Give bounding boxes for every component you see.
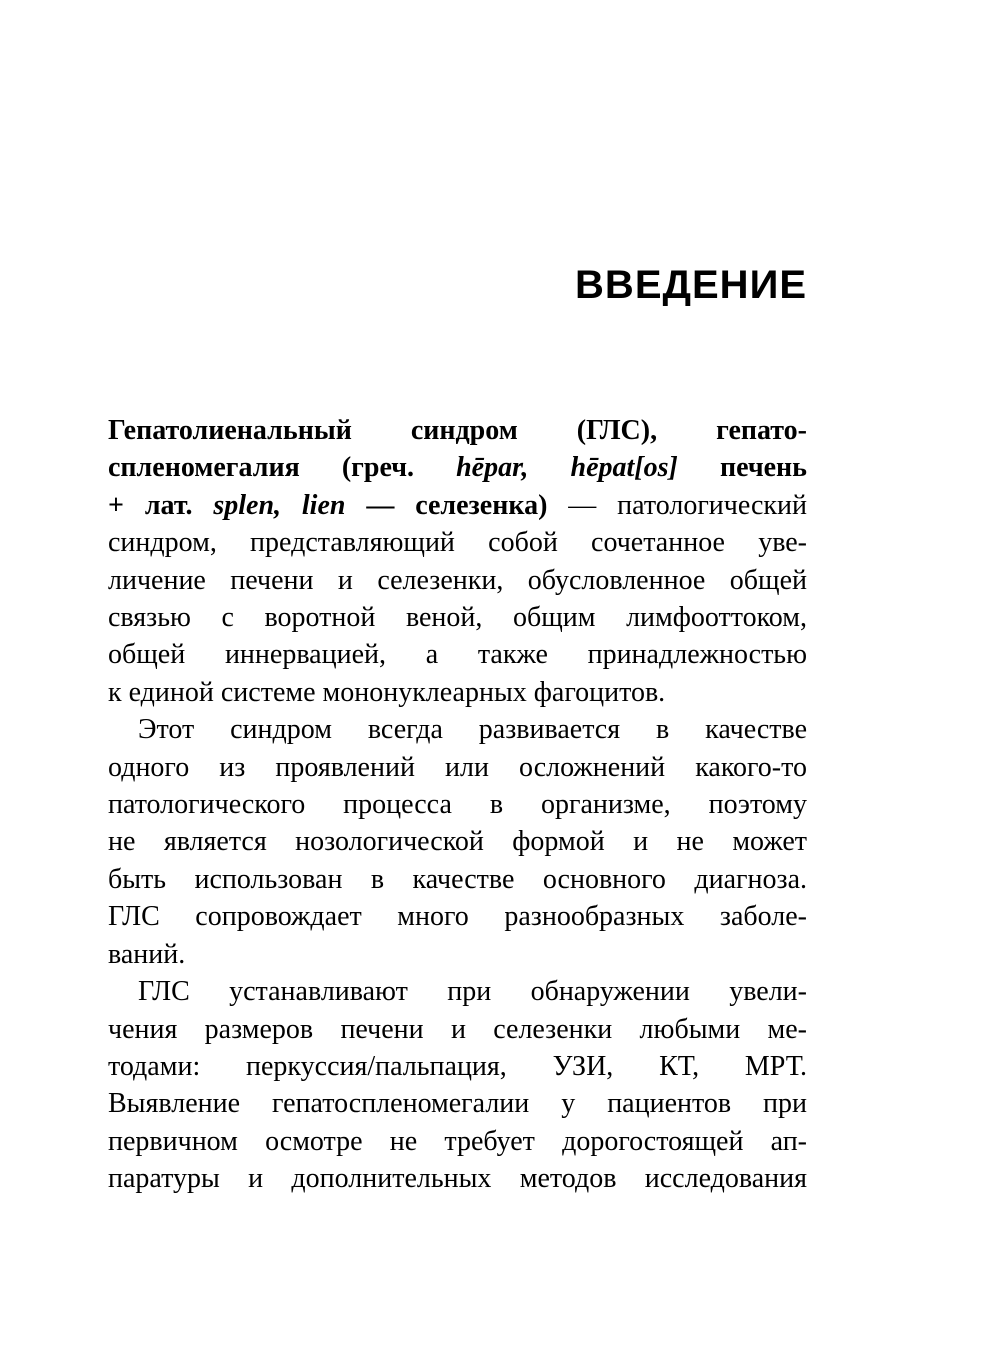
text-segment: к единой системе мононуклеарных фагоцитов. [108,676,666,708]
text-line [108,524,807,561]
text-segment: не является нозологической формой и не может [108,826,807,858]
text-segment: — патологический [547,489,807,521]
paragraph [108,711,807,973]
text-line [108,711,807,748]
text-line [108,674,807,711]
text-line [108,861,807,898]
paragraph [108,412,807,711]
text-segment: паратуры и дополнительных методов исследования [108,1163,807,1195]
text-segment: ваний. [108,938,186,970]
text-segment: Гепатолиенальный синдром (ГЛС), гепато- [108,415,807,446]
text-segment: Выявление гепатоспленомегалии у пациентов при [108,1088,807,1120]
text-segment: ГЛС сопровождает много разнообразных заболе- [108,901,807,933]
text-segment: + лат. [108,489,214,521]
text-segment: одного из проявлений или осложнений какого-то [108,751,807,783]
chapter-title: ВВЕДЕНИЕ [575,263,807,307]
text-segment: патологического процесса в организме, поэтому [108,789,807,821]
text-segment: первичном осмотре не требует дорогостоящей ап- [108,1125,807,1157]
text-segment: печень [677,452,807,484]
text-line [108,412,807,449]
text-line [108,487,807,524]
text-line [108,749,807,786]
text-segment: тодами: перкуссия/пальпация, УЗИ, КТ, МРТ. [108,1050,807,1082]
text-segment: hēpar, hēpat[os] [456,452,678,484]
text-segment: спленомегалия (греч. [108,452,457,484]
text-line [108,823,807,860]
text-line [108,1160,807,1197]
text-segment: — селезенка) [345,489,548,521]
text-segment: быть использован в качестве основного диагноза. [108,863,807,895]
text-segment: личение печени и селезенки, обусловленное общей [108,564,807,596]
text-segment: общей иннервацией, а также принадлежностью [108,639,807,671]
text-line [108,973,807,1010]
text-segment: синдром, представляющий собой сочетанное уве- [108,527,807,559]
text-line [108,1011,807,1048]
body-text-block [108,412,807,1198]
text-segment: чения размеров печени и селезенки любыми ме- [108,1013,807,1045]
text-line [108,1123,807,1160]
text-segment: Этот синдром всегда развивается в качестве [138,714,807,746]
text-line [108,936,807,973]
text-line [108,449,807,486]
text-line [108,599,807,636]
text-line [108,1048,807,1085]
text-line [108,636,807,673]
paragraph [108,973,807,1197]
text-segment: splen, lien [213,489,346,521]
text-line [108,562,807,599]
text-line [108,1085,807,1122]
text-segment: связью с воротной веной, общим лимфооттоком, [108,602,807,634]
text-line [108,898,807,935]
text-segment: ГЛС устанавливают при обнаружении увели- [138,976,807,1008]
text-line [108,786,807,823]
